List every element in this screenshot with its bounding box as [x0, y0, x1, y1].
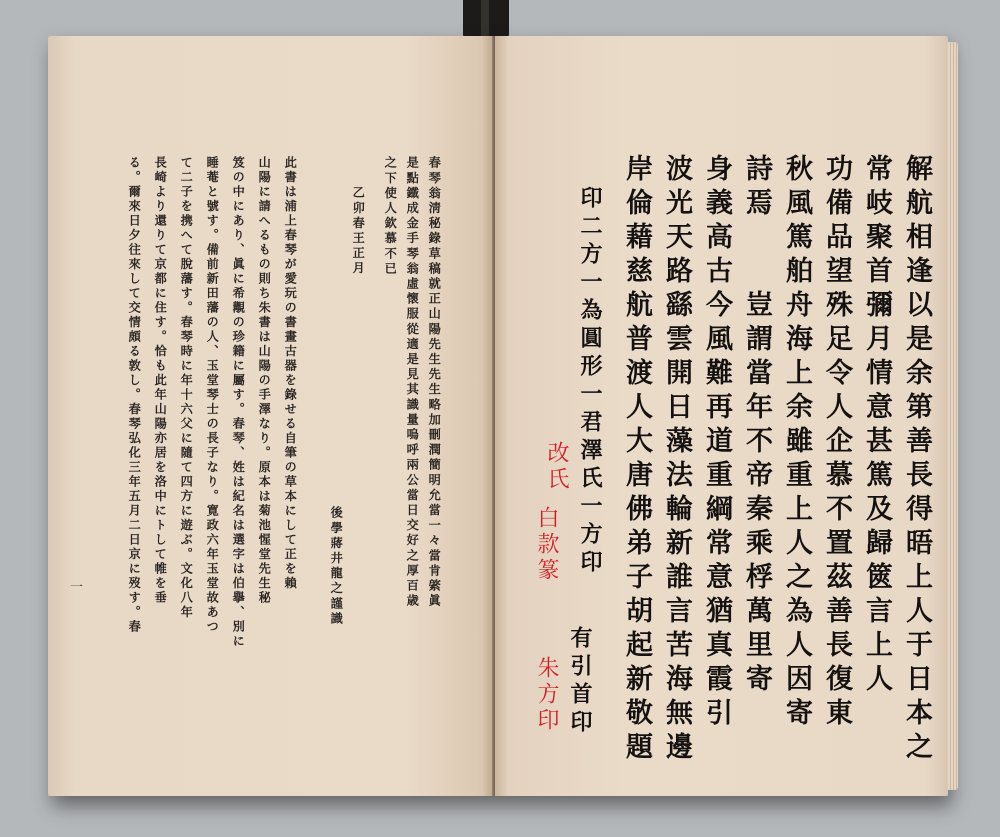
calligraphy-column: 波光天路繇雲開日藻法輪新誰言苦海無邊 — [661, 154, 692, 766]
signature: 後學蔣井龍之謹識 — [329, 506, 344, 627]
preface-column: 之下使人欽慕不已 — [383, 156, 398, 277]
right-page — [495, 36, 948, 796]
page-number: 一 — [70, 580, 84, 595]
calligraphy-column: 身義高古今風難再道重綱常意猶真霞引 — [701, 154, 732, 732]
seal-note: 印二方一為圓形一君澤氏一方印 — [577, 186, 603, 578]
calligraphy-column: 詩焉 豈謂當年不帝秦乘桴萬里寄 — [741, 154, 772, 698]
body-column: 此書は浦上春琴が愛玩の書畫古器を錄せる自筆の草本にして正を賴 — [283, 156, 298, 591]
preface-column: 春琴翁淸秘錄草稿就正山陽先生先生略加刪潤簡明允當一々當肯綮眞 — [427, 156, 442, 609]
red-annotation: 改氏 — [544, 441, 569, 493]
page-edge — [948, 42, 958, 790]
body-column: 笈の中にあり、眞に希覯の珍籍に屬す。春琴、姓は紀名は選字は伯擧、別に — [231, 156, 246, 649]
left-page — [48, 36, 495, 796]
body-column: 山陽に請へるもの則ち朱書は山陽の手澤なり。原本は菊池惺堂先生秘 — [257, 156, 272, 606]
calligraphy-column: 常岐聚首彌月情意甚篤及歸篋言上人 — [861, 154, 892, 698]
body-column: 睡菴と號す。備前新田藩の人、玉堂琴士の長子なり。寛政六年玉堂故あつ — [205, 156, 220, 635]
body-column: て二子を携へて脫藩す。春琴時に年十六父に隨て四方に遊ぶ。文化八年 — [179, 156, 194, 620]
calligraphy-column: 秋風篤舶舟海上余雖重上人之為人因寄 — [781, 154, 812, 732]
red-annotation: 白款篆 — [534, 506, 559, 584]
preface-column: 是點鐵成金手琴翁虛懷服從適是見其識量嗚呼兩公當日交好之厚百歳 — [405, 156, 420, 609]
date-line: 乙卯春王正月 — [351, 186, 366, 277]
binding-cord — [463, 0, 509, 40]
open-book — [48, 36, 948, 796]
body-column: 長崎より還りて京都に住す。恰も此年山陽亦居を洛中にトして帷を垂 — [153, 156, 168, 606]
calligraphy-column: 功備品望殊足令人企慕不置茲善長復東 — [821, 154, 852, 732]
calligraphy-column: 岸倫藉慈航普渡人大唐佛弟子胡起新敬題 — [621, 154, 652, 766]
seal-note: 有引首印 — [567, 626, 593, 738]
body-column: る。爾來日夕往來して交情頗る敦し。春琴弘化三年五月二日京に歿す。春 — [127, 156, 142, 635]
calligraphy-column: 解航相逢以是余第善長得晤上人于日本之 — [901, 154, 932, 766]
red-annotation: 朱方印 — [534, 656, 559, 734]
